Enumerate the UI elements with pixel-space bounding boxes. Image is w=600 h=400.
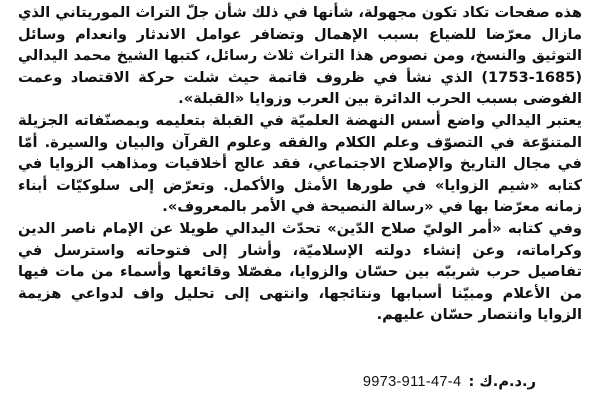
isbn-number: 9973-911-47-4: [362, 374, 462, 390]
paragraph-yadali-works: يعتبر اليدالي واضع أسس النهضة العلميّة في القبلة بتعليمه وبمصنّفاته الجزيلة المتنوّعة في التصوّف وعلم الكلام والفقه وعلوم القرآن والبيان والسيرة. أمّا في مجال التاريخ والإصلاح الاجتماعي، فقد عالج أخلاقيات ومذاهب الزوايا في كتابه «شيم الزوايا» في طورها الأمثل والأكمل. وتعرّض إلى سلوكيّات أبناء زمانه معرّضا بها في «رسالة النصيحة في الأمر بالمعروف».: [18, 111, 582, 216]
body-text: [18, 2, 582, 326]
paragraph-salah-aldin: وفي كتابه «أمر الوليّ صلاح الدّين» تحدّث اليدالي طويلا عن الإمام ناصر الدين وكراماته، وعن إنشاء دولته الإسلاميّة، وأشار إلى فتوحاته واسترسل في تفاصيل حرب شرببّه بين حسّان والزوايا، مفصّلا وقائعها وأسماء من مات فيها من الأعلام ومبيّنا أسبابها ونتائجها، وانتهى إلى تحليل واف لدواعي هزيمة الزوايا وانتصار حسّان عليهم.: [18, 219, 582, 324]
isbn-line: [363, 372, 536, 392]
paragraph-intro: هذه صفحات تكاد تكون مجهولة، شأنها في ذلك شأن جلّ التراث الموريتاني الذي مازال معرّضا للضياع بسبب الإهمال وتضافر عوامل الاندثار وانعدام وسائل التوثيق والنسخ، ومن نصوص هذا التراث ثلاث رسائل، كتبها الشيخ محمد اليدالي (1685-1753) الذي نشأ في ظروف قاتمة حيث شلت حركة الاقتصاد وعمت الفوضى بسبب الحرب الدائرة بين العرب وزوايا «القبلة».: [18, 4, 582, 108]
isbn-label: ر.د.م.ك :: [468, 373, 536, 390]
